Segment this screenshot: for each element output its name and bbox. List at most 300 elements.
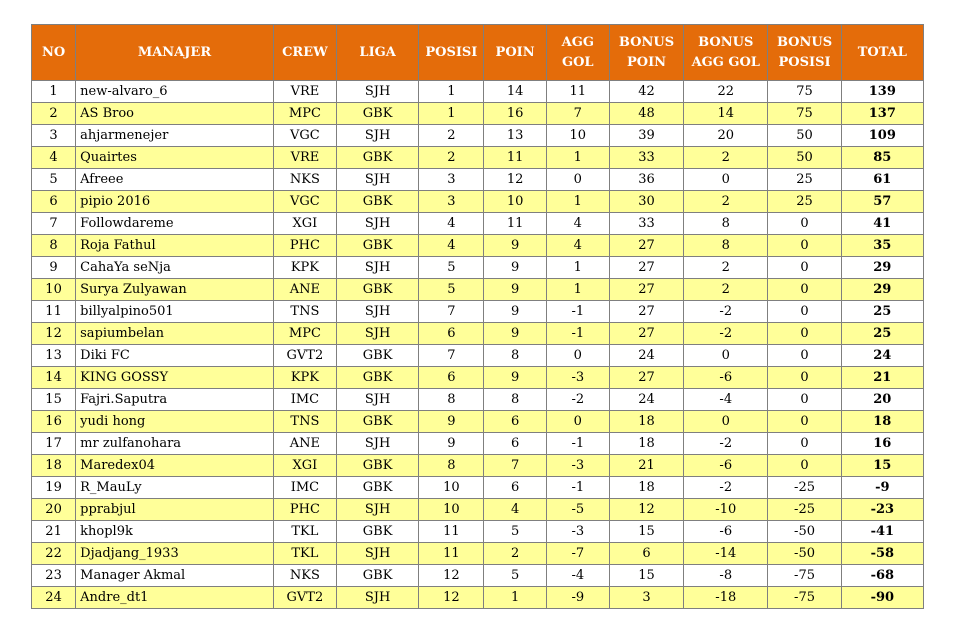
cell-crew: NKS: [273, 169, 336, 191]
cell-crew: VGC: [273, 191, 336, 213]
cell-crew: XGI: [273, 455, 336, 477]
cell-poin: 11: [484, 147, 546, 169]
cell-bonus-posisi: -75: [768, 565, 841, 587]
cell-total: 15: [841, 455, 923, 477]
cell-bonus-agg-gol: -6: [684, 455, 768, 477]
cell-bonus-poin: 15: [609, 521, 683, 543]
cell-manajer: new-alvaro_6: [76, 81, 274, 103]
cell-poin: 5: [484, 521, 546, 543]
cell-posisi: 10: [419, 477, 484, 499]
table-row: [32, 147, 924, 169]
cell-no: 17: [32, 433, 76, 455]
cell-bonus-poin: 24: [609, 345, 683, 367]
cell-manajer: R_MauLy: [76, 477, 274, 499]
cell-posisi: 7: [419, 345, 484, 367]
cell-bonus-agg-gol: -2: [684, 433, 768, 455]
cell-agg-gol: -7: [546, 543, 609, 565]
table-row: [32, 213, 924, 235]
cell-bonus-agg-gol: -14: [684, 543, 768, 565]
cell-bonus-agg-gol: 8: [684, 235, 768, 257]
cell-bonus-agg-gol: -2: [684, 477, 768, 499]
cell-bonus-agg-gol: 0: [684, 345, 768, 367]
cell-agg-gol: 7: [546, 103, 609, 125]
cell-agg-gol: -1: [546, 477, 609, 499]
cell-poin: 12: [484, 169, 546, 191]
cell-crew: MPC: [273, 323, 336, 345]
cell-bonus-agg-gol: -8: [684, 565, 768, 587]
cell-manajer: Andre_dt1: [76, 587, 274, 609]
cell-no: 14: [32, 367, 76, 389]
cell-liga: GBK: [337, 411, 419, 433]
cell-bonus-agg-gol: -2: [684, 323, 768, 345]
cell-bonus-posisi: 0: [768, 279, 841, 301]
cell-crew: NKS: [273, 565, 336, 587]
cell-bonus-agg-gol: -2: [684, 301, 768, 323]
table-body: [32, 81, 924, 609]
cell-no: 13: [32, 345, 76, 367]
cell-liga: SJH: [337, 125, 419, 147]
cell-posisi: 3: [419, 191, 484, 213]
cell-no: 9: [32, 257, 76, 279]
cell-bonus-poin: 33: [609, 213, 683, 235]
table-row: [32, 345, 924, 367]
cell-total: 85: [841, 147, 923, 169]
cell-liga: GBK: [337, 191, 419, 213]
cell-crew: PHC: [273, 499, 336, 521]
cell-bonus-posisi: 25: [768, 169, 841, 191]
table-row: [32, 235, 924, 257]
table-row: [32, 367, 924, 389]
cell-bonus-agg-gol: -18: [684, 587, 768, 609]
cell-posisi: 9: [419, 433, 484, 455]
cell-liga: GBK: [337, 345, 419, 367]
cell-liga: SJH: [337, 587, 419, 609]
cell-bonus-poin: 27: [609, 257, 683, 279]
cell-manajer: Roja Fathul: [76, 235, 274, 257]
cell-posisi: 2: [419, 125, 484, 147]
cell-no: 10: [32, 279, 76, 301]
cell-posisi: 5: [419, 257, 484, 279]
cell-crew: KPK: [273, 257, 336, 279]
cell-liga: GBK: [337, 521, 419, 543]
cell-total: 41: [841, 213, 923, 235]
cell-crew: IMC: [273, 477, 336, 499]
cell-crew: IMC: [273, 389, 336, 411]
cell-poin: 5: [484, 565, 546, 587]
cell-no: 23: [32, 565, 76, 587]
cell-total: 25: [841, 301, 923, 323]
cell-bonus-agg-gol: 2: [684, 147, 768, 169]
cell-no: 8: [32, 235, 76, 257]
cell-agg-gol: -5: [546, 499, 609, 521]
cell-posisi: 3: [419, 169, 484, 191]
cell-agg-gol: -3: [546, 521, 609, 543]
cell-no: 1: [32, 81, 76, 103]
cell-agg-gol: 1: [546, 257, 609, 279]
cell-liga: SJH: [337, 323, 419, 345]
table-row: [32, 103, 924, 125]
cell-total: 109: [841, 125, 923, 147]
cell-no: 24: [32, 587, 76, 609]
cell-posisi: 6: [419, 367, 484, 389]
cell-crew: VRE: [273, 147, 336, 169]
cell-poin: 9: [484, 235, 546, 257]
table-row: [32, 411, 924, 433]
cell-posisi: 4: [419, 235, 484, 257]
cell-manajer: Fajri.Saputra: [76, 389, 274, 411]
cell-total: 61: [841, 169, 923, 191]
cell-bonus-agg-gol: 14: [684, 103, 768, 125]
cell-agg-gol: 11: [546, 81, 609, 103]
cell-bonus-poin: 6: [609, 543, 683, 565]
cell-poin: 10: [484, 191, 546, 213]
cell-manajer: khopl9k: [76, 521, 274, 543]
cell-agg-gol: -9: [546, 587, 609, 609]
column-header-bonus-agg-gol: BONUS AGG GOL: [684, 25, 768, 81]
cell-bonus-posisi: 75: [768, 81, 841, 103]
cell-liga: SJH: [337, 81, 419, 103]
cell-bonus-posisi: -25: [768, 477, 841, 499]
cell-manajer: pprabjul: [76, 499, 274, 521]
cell-posisi: 5: [419, 279, 484, 301]
cell-posisi: 9: [419, 411, 484, 433]
cell-total: 35: [841, 235, 923, 257]
cell-crew: TNS: [273, 411, 336, 433]
cell-bonus-posisi: 25: [768, 191, 841, 213]
column-header-posisi: POSISI: [419, 25, 484, 81]
cell-bonus-agg-gol: 8: [684, 213, 768, 235]
table-row: [32, 543, 924, 565]
table-row: [32, 499, 924, 521]
table-row: [32, 279, 924, 301]
cell-crew: XGI: [273, 213, 336, 235]
cell-bonus-posisi: 0: [768, 411, 841, 433]
cell-liga: SJH: [337, 389, 419, 411]
column-header-manajer: MANAJER: [76, 25, 274, 81]
cell-agg-gol: -1: [546, 323, 609, 345]
cell-total: -58: [841, 543, 923, 565]
cell-agg-gol: 1: [546, 191, 609, 213]
cell-bonus-poin: 18: [609, 477, 683, 499]
cell-posisi: 8: [419, 455, 484, 477]
cell-no: 3: [32, 125, 76, 147]
column-header-poin: POIN: [484, 25, 546, 81]
cell-posisi: 10: [419, 499, 484, 521]
table-row: [32, 565, 924, 587]
cell-agg-gol: 4: [546, 213, 609, 235]
cell-manajer: Manager Akmal: [76, 565, 274, 587]
cell-poin: 8: [484, 345, 546, 367]
cell-bonus-poin: 36: [609, 169, 683, 191]
cell-bonus-posisi: 0: [768, 257, 841, 279]
cell-manajer: Djadjang_1933: [76, 543, 274, 565]
cell-no: 20: [32, 499, 76, 521]
cell-total: -23: [841, 499, 923, 521]
cell-liga: GBK: [337, 279, 419, 301]
cell-bonus-agg-gol: -10: [684, 499, 768, 521]
cell-poin: 1: [484, 587, 546, 609]
cell-liga: GBK: [337, 147, 419, 169]
cell-bonus-posisi: 0: [768, 433, 841, 455]
cell-poin: 4: [484, 499, 546, 521]
cell-bonus-agg-gol: 0: [684, 169, 768, 191]
table-row: [32, 433, 924, 455]
cell-bonus-posisi: 0: [768, 389, 841, 411]
cell-agg-gol: -1: [546, 301, 609, 323]
cell-bonus-posisi: 0: [768, 323, 841, 345]
cell-crew: VRE: [273, 81, 336, 103]
cell-poin: 7: [484, 455, 546, 477]
cell-bonus-posisi: 0: [768, 345, 841, 367]
cell-liga: SJH: [337, 433, 419, 455]
cell-bonus-agg-gol: -4: [684, 389, 768, 411]
cell-manajer: Quairtes: [76, 147, 274, 169]
cell-no: 12: [32, 323, 76, 345]
cell-manajer: pipio 2016: [76, 191, 274, 213]
cell-manajer: Followdareme: [76, 213, 274, 235]
cell-bonus-posisi: 0: [768, 213, 841, 235]
cell-total: 29: [841, 257, 923, 279]
cell-no: 7: [32, 213, 76, 235]
cell-agg-gol: -4: [546, 565, 609, 587]
cell-no: 19: [32, 477, 76, 499]
cell-manajer: billyalpino501: [76, 301, 274, 323]
cell-total: -90: [841, 587, 923, 609]
cell-manajer: Afreee: [76, 169, 274, 191]
header-row: [32, 25, 924, 81]
cell-crew: TKL: [273, 543, 336, 565]
table-row: [32, 477, 924, 499]
cell-posisi: 8: [419, 389, 484, 411]
cell-poin: 6: [484, 433, 546, 455]
cell-bonus-poin: 42: [609, 81, 683, 103]
cell-bonus-posisi: -50: [768, 543, 841, 565]
cell-bonus-poin: 30: [609, 191, 683, 213]
cell-liga: GBK: [337, 565, 419, 587]
column-header-bonus-poin: BONUS POIN: [609, 25, 683, 81]
cell-manajer: Diki FC: [76, 345, 274, 367]
cell-no: 11: [32, 301, 76, 323]
cell-bonus-posisi: 0: [768, 367, 841, 389]
table-row: [32, 125, 924, 147]
cell-crew: PHC: [273, 235, 336, 257]
cell-bonus-poin: 21: [609, 455, 683, 477]
cell-posisi: 1: [419, 81, 484, 103]
column-header-crew: CREW: [273, 25, 336, 81]
cell-liga: SJH: [337, 301, 419, 323]
cell-bonus-agg-gol: 20: [684, 125, 768, 147]
cell-total: 20: [841, 389, 923, 411]
cell-poin: 14: [484, 81, 546, 103]
cell-bonus-posisi: 0: [768, 455, 841, 477]
cell-bonus-posisi: -25: [768, 499, 841, 521]
cell-crew: VGC: [273, 125, 336, 147]
table-row: [32, 389, 924, 411]
standings-table: [31, 24, 924, 609]
cell-bonus-agg-gol: 2: [684, 279, 768, 301]
cell-liga: SJH: [337, 213, 419, 235]
table-row: [32, 455, 924, 477]
table-row: [32, 169, 924, 191]
cell-bonus-agg-gol: 22: [684, 81, 768, 103]
cell-manajer: sapiumbelan: [76, 323, 274, 345]
cell-bonus-posisi: 0: [768, 235, 841, 257]
cell-agg-gol: -1: [546, 433, 609, 455]
cell-bonus-poin: 27: [609, 235, 683, 257]
cell-bonus-poin: 27: [609, 367, 683, 389]
cell-no: 2: [32, 103, 76, 125]
cell-manajer: AS Broo: [76, 103, 274, 125]
cell-total: 24: [841, 345, 923, 367]
cell-bonus-posisi: 75: [768, 103, 841, 125]
cell-agg-gol: 0: [546, 169, 609, 191]
cell-total: -9: [841, 477, 923, 499]
cell-posisi: 4: [419, 213, 484, 235]
cell-liga: GBK: [337, 477, 419, 499]
cell-bonus-agg-gol: 2: [684, 191, 768, 213]
cell-posisi: 7: [419, 301, 484, 323]
column-header-no: NO: [32, 25, 76, 81]
cell-poin: 8: [484, 389, 546, 411]
cell-crew: TKL: [273, 521, 336, 543]
cell-no: 16: [32, 411, 76, 433]
cell-manajer: Maredex04: [76, 455, 274, 477]
column-header-bonus-posisi: BONUS POSISI: [768, 25, 841, 81]
cell-crew: KPK: [273, 367, 336, 389]
column-header-agg-gol: AGG GOL: [546, 25, 609, 81]
cell-agg-gol: -2: [546, 389, 609, 411]
cell-manajer: ahjarmenejer: [76, 125, 274, 147]
cell-bonus-poin: 12: [609, 499, 683, 521]
cell-manajer: mr zulfanohara: [76, 433, 274, 455]
cell-agg-gol: -3: [546, 455, 609, 477]
cell-poin: 11: [484, 213, 546, 235]
cell-manajer: yudi hong: [76, 411, 274, 433]
column-header-liga: LIGA: [337, 25, 419, 81]
cell-total: -68: [841, 565, 923, 587]
cell-no: 5: [32, 169, 76, 191]
cell-agg-gol: 1: [546, 279, 609, 301]
cell-poin: 9: [484, 367, 546, 389]
table-row: [32, 521, 924, 543]
cell-poin: 16: [484, 103, 546, 125]
cell-poin: 6: [484, 477, 546, 499]
cell-posisi: 1: [419, 103, 484, 125]
cell-crew: GVT2: [273, 345, 336, 367]
cell-total: 139: [841, 81, 923, 103]
cell-bonus-posisi: 50: [768, 147, 841, 169]
cell-posisi: 12: [419, 565, 484, 587]
cell-bonus-poin: 48: [609, 103, 683, 125]
cell-bonus-poin: 39: [609, 125, 683, 147]
cell-liga: SJH: [337, 257, 419, 279]
cell-bonus-posisi: 50: [768, 125, 841, 147]
cell-posisi: 11: [419, 521, 484, 543]
cell-poin: 2: [484, 543, 546, 565]
cell-posisi: 2: [419, 147, 484, 169]
cell-no: 15: [32, 389, 76, 411]
cell-bonus-agg-gol: -6: [684, 521, 768, 543]
cell-bonus-posisi: -75: [768, 587, 841, 609]
cell-poin: 9: [484, 301, 546, 323]
cell-posisi: 6: [419, 323, 484, 345]
cell-total: 25: [841, 323, 923, 345]
cell-posisi: 12: [419, 587, 484, 609]
cell-agg-gol: 0: [546, 411, 609, 433]
cell-bonus-poin: 27: [609, 301, 683, 323]
table-row: [32, 587, 924, 609]
cell-liga: SJH: [337, 499, 419, 521]
cell-manajer: Surya Zulyawan: [76, 279, 274, 301]
cell-crew: TNS: [273, 301, 336, 323]
cell-total: 29: [841, 279, 923, 301]
cell-agg-gol: 4: [546, 235, 609, 257]
cell-poin: 9: [484, 323, 546, 345]
cell-total: -41: [841, 521, 923, 543]
table-row: [32, 191, 924, 213]
cell-no: 18: [32, 455, 76, 477]
cell-crew: ANE: [273, 279, 336, 301]
cell-bonus-agg-gol: -6: [684, 367, 768, 389]
cell-total: 21: [841, 367, 923, 389]
cell-bonus-agg-gol: 2: [684, 257, 768, 279]
cell-bonus-poin: 27: [609, 279, 683, 301]
cell-total: 57: [841, 191, 923, 213]
cell-bonus-poin: 33: [609, 147, 683, 169]
cell-no: 6: [32, 191, 76, 213]
cell-bonus-posisi: -50: [768, 521, 841, 543]
cell-bonus-poin: 27: [609, 323, 683, 345]
table-row: [32, 257, 924, 279]
cell-bonus-poin: 15: [609, 565, 683, 587]
cell-liga: GBK: [337, 367, 419, 389]
column-header-total: TOTAL: [841, 25, 923, 81]
cell-liga: GBK: [337, 455, 419, 477]
cell-agg-gol: 0: [546, 345, 609, 367]
cell-bonus-posisi: 0: [768, 301, 841, 323]
cell-no: 22: [32, 543, 76, 565]
cell-total: 137: [841, 103, 923, 125]
cell-agg-gol: -3: [546, 367, 609, 389]
cell-crew: MPC: [273, 103, 336, 125]
cell-total: 18: [841, 411, 923, 433]
cell-liga: GBK: [337, 235, 419, 257]
cell-poin: 13: [484, 125, 546, 147]
cell-agg-gol: 1: [546, 147, 609, 169]
cell-no: 21: [32, 521, 76, 543]
table-row: [32, 301, 924, 323]
cell-bonus-poin: 3: [609, 587, 683, 609]
cell-bonus-poin: 18: [609, 411, 683, 433]
cell-liga: SJH: [337, 543, 419, 565]
cell-liga: SJH: [337, 169, 419, 191]
cell-poin: 6: [484, 411, 546, 433]
cell-bonus-poin: 24: [609, 389, 683, 411]
cell-bonus-poin: 18: [609, 433, 683, 455]
cell-bonus-agg-gol: 0: [684, 411, 768, 433]
cell-crew: GVT2: [273, 587, 336, 609]
cell-agg-gol: 10: [546, 125, 609, 147]
table-row: [32, 323, 924, 345]
cell-posisi: 11: [419, 543, 484, 565]
cell-no: 4: [32, 147, 76, 169]
cell-poin: 9: [484, 279, 546, 301]
cell-manajer: CahaYa seNja: [76, 257, 274, 279]
cell-crew: ANE: [273, 433, 336, 455]
cell-liga: GBK: [337, 103, 419, 125]
cell-manajer: KING GOSSY: [76, 367, 274, 389]
table-row: [32, 81, 924, 103]
